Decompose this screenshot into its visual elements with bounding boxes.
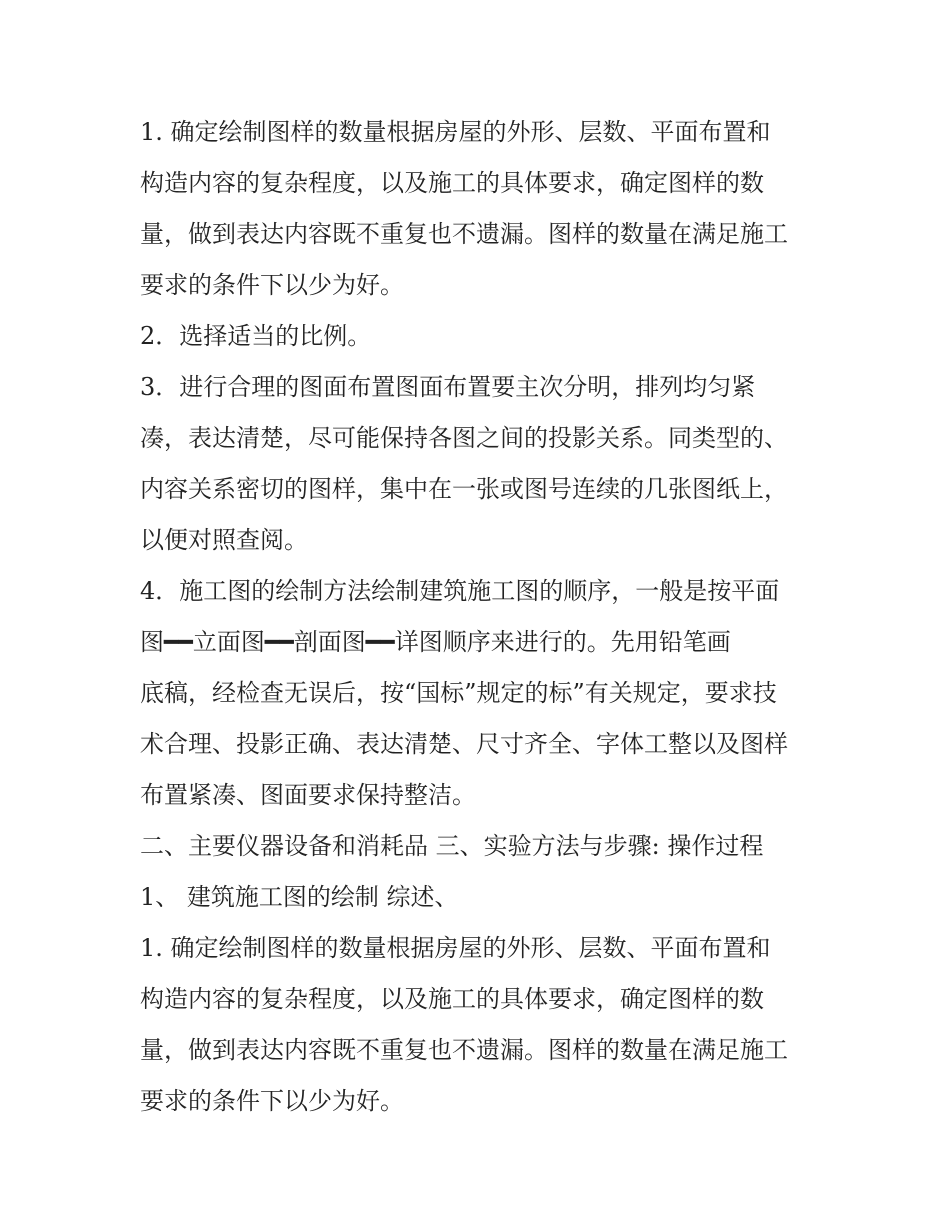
text-line: 图━━立面图━━剖面图━━详图顺序来进行的。先用铅笔画 — [140, 628, 731, 656]
document-body — [140, 107, 840, 1127]
text-line: 1. 确定绘制图样的数量根据房屋的外形、层数、平面布置和 — [140, 118, 771, 146]
section-heading-equipment-methods — [140, 821, 840, 872]
paragraph-step-3 — [140, 362, 840, 566]
text-line: 1、 建筑施工图的绘制 综述、 — [140, 883, 459, 911]
text-line: 凑，表达清楚，尽可能保持各图之间的投影关系。同类型的、 — [140, 424, 788, 452]
text-line: 3．进行合理的图面布置图面布置要主次分明，排列均匀紧 — [140, 373, 756, 401]
paragraph-step-2 — [140, 311, 840, 362]
text-line: 内容关系密切的图样，集中在一张或图号连续的几张图纸上， — [140, 475, 788, 503]
text-line: 布置紧凑、图面要求保持整洁。 — [140, 781, 476, 809]
text-line: 要求的条件下以少为好。 — [140, 271, 404, 299]
text-line: 1. 确定绘制图样的数量根据房屋的外形、层数、平面布置和 — [140, 934, 771, 962]
text-line: 二、主要仪器设备和消耗品 三、实验方法与步骤: 操作过程 — [140, 832, 764, 860]
text-line: 以便对照查阅。 — [140, 526, 308, 554]
text-line: 量，做到表达内容既不重复也不遗漏。图样的数量在满足施工 — [140, 220, 788, 248]
text-line: 2．选择适当的比例。 — [140, 322, 372, 350]
text-line: 4．施工图的绘制方法绘制建筑施工图的顺序，一般是按平面 — [140, 577, 780, 605]
paragraph-step-1 — [140, 107, 840, 311]
text-line: 构造内容的复杂程度，以及施工的具体要求，确定图样的数 — [140, 985, 764, 1013]
text-line: 底稿，经检查无误后，按“国标”规定的标”有关规定，要求技 — [140, 679, 777, 707]
paragraph-step-4 — [140, 566, 840, 821]
text-line: 构造内容的复杂程度，以及施工的具体要求，确定图样的数 — [140, 169, 764, 197]
text-line: 量，做到表达内容既不重复也不遗漏。图样的数量在满足施工 — [140, 1036, 788, 1064]
text-line: 要求的条件下以少为好。 — [140, 1087, 404, 1115]
section-heading-drawing-overview — [140, 872, 840, 923]
text-line: 术合理、投影正确、表达清楚、尺寸齐全、字体工整以及图样 — [140, 730, 788, 758]
paragraph-step-1-repeat — [140, 923, 840, 1127]
